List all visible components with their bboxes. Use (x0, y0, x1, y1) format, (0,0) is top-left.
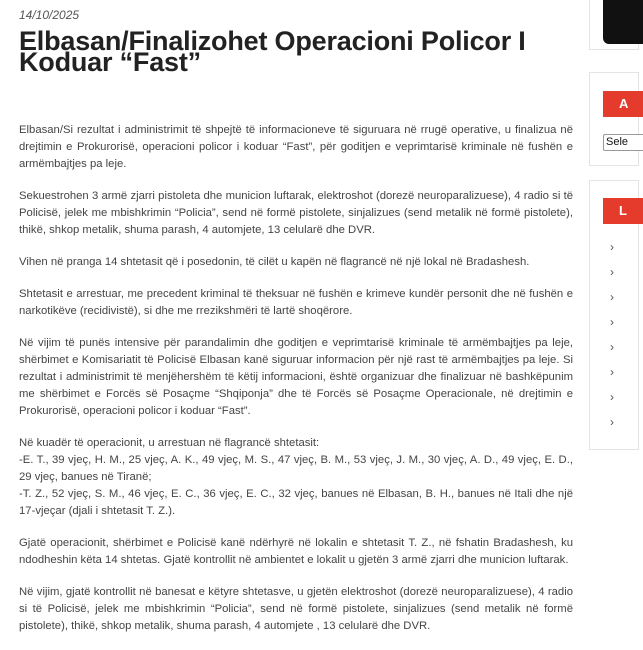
article-date: 14/10/2025 (19, 8, 80, 22)
chevron-right-icon[interactable]: › (610, 340, 614, 354)
article-paragraph: Elbasan/Si rezultat i administrimit të shpejtë të informacioneve të siguruara në rrugë operative, u finalizua në drejtimin e Prokurorisë, operacioni policor i koduar “Fast”, për goditjen e veprimtarisë kriminale në fushën e armëmbajtjes pa leje. (19, 124, 573, 170)
sidebar-banner[interactable] (603, 0, 643, 44)
article-paragraph: Shtetasit e arrestuar, me precedent kriminal të theksuar në fushën e krimeve kundër personit dhe në fushën e narkotikëve (recidivistë), si dhe me rrezikshmëri të lartë shoqërore. (19, 288, 573, 317)
chevron-right-icon[interactable]: › (610, 315, 614, 329)
sidebar-widget-title: L (603, 198, 643, 224)
article-paragraph: Në kuadër të operacionit, u arrestuan në flagrancë shtetasit: -E. T., 39 vjeç, H. M., 25 vjeç, A. K., 49 vjeç, M. S., 47 vjeç, B. M., 53 vjeç, J. M., 30 vjeç, A. D., 49 vjeç, E. D., 29 vjeç, banues në Tiranë; -T. Z., 52 vjeç, S. M., 46 vjeç, E. C., 36 vjeç, E. C., 32 vjeç, banues në Elbasan, B. H., banues në Itali dhe një 17-vjeçar (djali i shtetasit T. Z.). (19, 437, 573, 517)
article-title: Elbasan/Finalizohet Operacioni Policor I Koduar “Fast” (19, 26, 526, 77)
chevron-right-icon[interactable]: › (610, 240, 614, 254)
article-body (19, 122, 573, 650)
chevron-right-icon[interactable]: › (610, 290, 614, 304)
chevron-right-icon[interactable]: › (610, 265, 614, 279)
article-paragraph: Gjatë operacionit, shërbimet e Policisë kanë ndërhyrë në lokalin e shtetasit T. Z., në fshatin Bradashesh, ku ndodheshin këta 14 shtetas. Gjatë kontrollit në ambientet e lokalit u gjetën 3 armë zjarri dhe municion luftarak. (19, 537, 573, 566)
chevron-right-icon[interactable]: › (610, 415, 614, 429)
article-paragraph: Sekuestrohen 3 armë zjarri pistoleta dhe municion luftarak, elektroshot (dorezë neuroparalizuese), 4 radio si të Policisë, jelek me mbishkrimin “Policia”, send në formë pistolete, sinjalizues (send metalik në formë pistolete), thikë, shkop metalik, shuma parash, 4 automjete, 13 celularë dhe DVR. (19, 190, 573, 236)
archive-select[interactable]: Sele (603, 134, 643, 151)
chevron-right-icon[interactable]: › (610, 365, 614, 379)
sidebar-widget-archive (589, 72, 639, 166)
sidebar-widget-title: A (603, 91, 643, 117)
article-paragraph: Në vijim, gjatë kontrollit në banesat e këtyre shtetasve, u gjetën elektroshot (dorezë neuroparalizuese), 4 radio si të Policisë, jelek me mbishkrimin “Policia”, send në formë pistolete, sinjalizues (send metalik në formë pistolete), thikë, shkop metalik, shuma parash, 4 automjete , 13 celularë dhe DVR. (19, 586, 573, 632)
article-paragraph: Vihen në pranga 14 shtetasit që i posedonin, të cilët u kapën në flagrancë në një lokal në Bradashesh. (19, 256, 530, 268)
article-paragraph: Në vijim të punës intensive për parandalimin dhe goditjen e veprimtarisë kriminale të armëmbajtjes pa leje, shërbimet e Komisariatit të Policisë Elbasan kanë siguruar informacion për një rast të armëmbajtjes pa leje. Si rezultat i administrimit të menjëhershëm të këtij informacioni, është organizuar dhe finalizuar në bashkëpunim me shërbimet e Forcës së Posaçme “Shqiponja” dhe të Forcës së Posaçme Operacionale, në drejtimin e Prokurorisë, operacioni policor i koduar “Fast”. (19, 337, 573, 417)
chevron-right-icon[interactable]: › (610, 390, 614, 404)
